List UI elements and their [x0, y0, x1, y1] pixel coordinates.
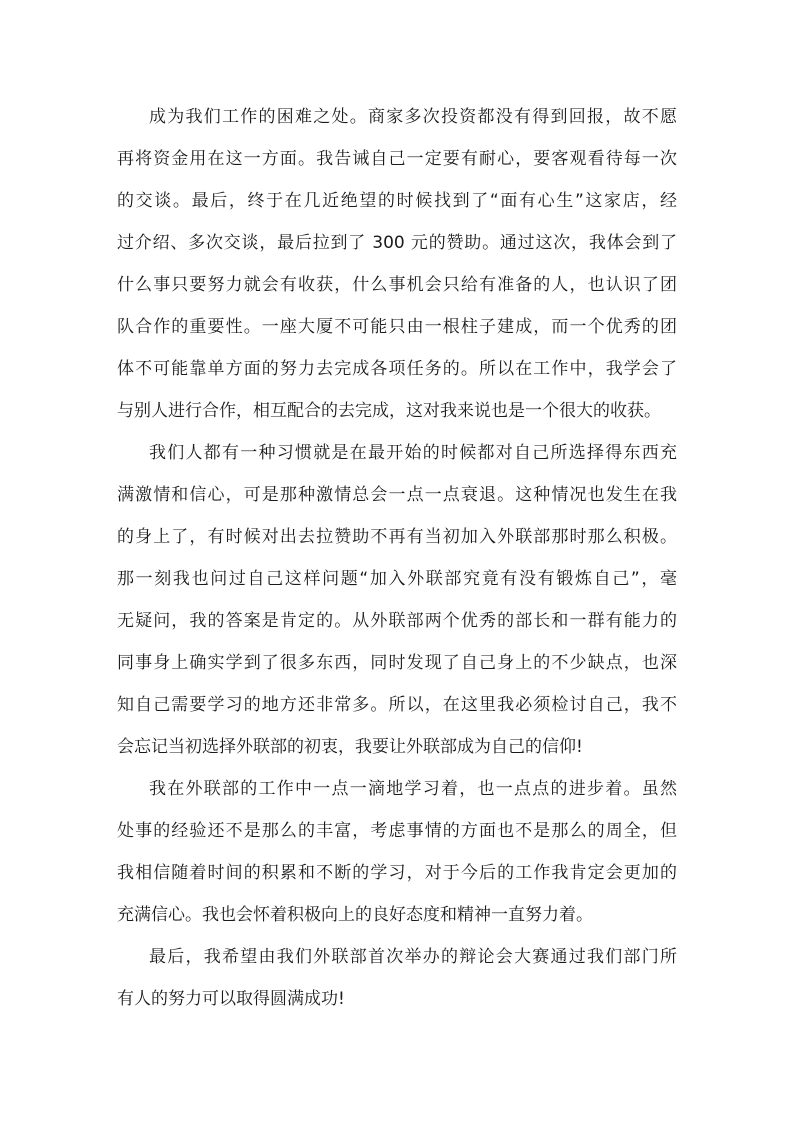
text-line: 我在外联部的工作中一点一滴地学习着，也一点点的进步着。虽然 — [149, 779, 677, 799]
text-line: 处事的经验还不是那么的丰富，考虑事情的方面也不是那么的周全，但 — [117, 821, 677, 841]
text-line: 那一刻我也问过自己这样问题“加入外联部究竟有没有锻炼自己”，毫 — [117, 569, 677, 589]
paragraph — [117, 768, 677, 936]
text-line: 体不可能靠单方面的努力去完成各项任务的。所以在工作中，我学会了 — [117, 359, 677, 379]
text-line: 的交谈。最后，终于在几近绝望的时候找到了“面有心生”这家店，经 — [117, 191, 677, 211]
text-line: 满激情和信心，可是那种激情总会一点一点衰退。这种情况也发生在我 — [117, 485, 677, 505]
text-line: 有人的努力可以取得圆满成功! — [117, 989, 345, 1009]
paragraph — [117, 96, 677, 432]
text-line: 我相信随着时间的积累和不断的学习，对于今后的工作我肯定会更加的 — [117, 863, 677, 883]
document-body — [117, 96, 677, 1020]
text-line: 充满信心。我也会怀着积极向上的良好态度和精神一直努力着。 — [117, 905, 593, 925]
paragraph — [117, 936, 677, 1020]
text-line: 我们人都有一种习惯就是在最开始的时候都对自己所选择得东西充 — [149, 443, 677, 463]
text-line: 的身上了，有时候对出去拉赞助不再有当初加入外联部那时那么积极。 — [117, 527, 677, 547]
text-line: 队合作的重要性。一座大厦不可能只由一根柱子建成，而一个优秀的团 — [117, 317, 677, 337]
text-line: 成为我们工作的困难之处。商家多次投资都没有得到回报，故不愿 — [149, 107, 677, 127]
text-line: 再将资金用在这一方面。我告诫自己一定要有耐心，要客观看待每一次 — [117, 149, 677, 169]
text-line: 最后，我希望由我们外联部首次举办的辩论会大赛通过我们部门所 — [149, 947, 677, 967]
paragraph — [117, 432, 677, 768]
text-line: 什么事只要努力就会有收获，什么事机会只给有准备的人，也认识了团 — [117, 275, 677, 295]
text-line: 同事身上确实学到了很多东西，同时发现了自己身上的不少缺点，也深 — [117, 653, 677, 673]
text-line: 知自己需要学习的地方还非常多。所以，在这里我必须检讨自己，我不 — [117, 695, 677, 715]
text-line: 与别人进行合作，相互配合的去完成，这对我来说也是一个很大的收获。 — [117, 401, 661, 421]
text-line: 过介绍、多次交谈，最后拉到了 300 元的赞助。通过这次，我体会到了 — [117, 233, 677, 253]
text-line: 会忘记当初选择外联部的初衷，我要让外联部成为自己的信仰! — [117, 737, 583, 757]
text-line: 无疑问，我的答案是肯定的。从外联部两个优秀的部长和一群有能力的 — [117, 611, 677, 631]
